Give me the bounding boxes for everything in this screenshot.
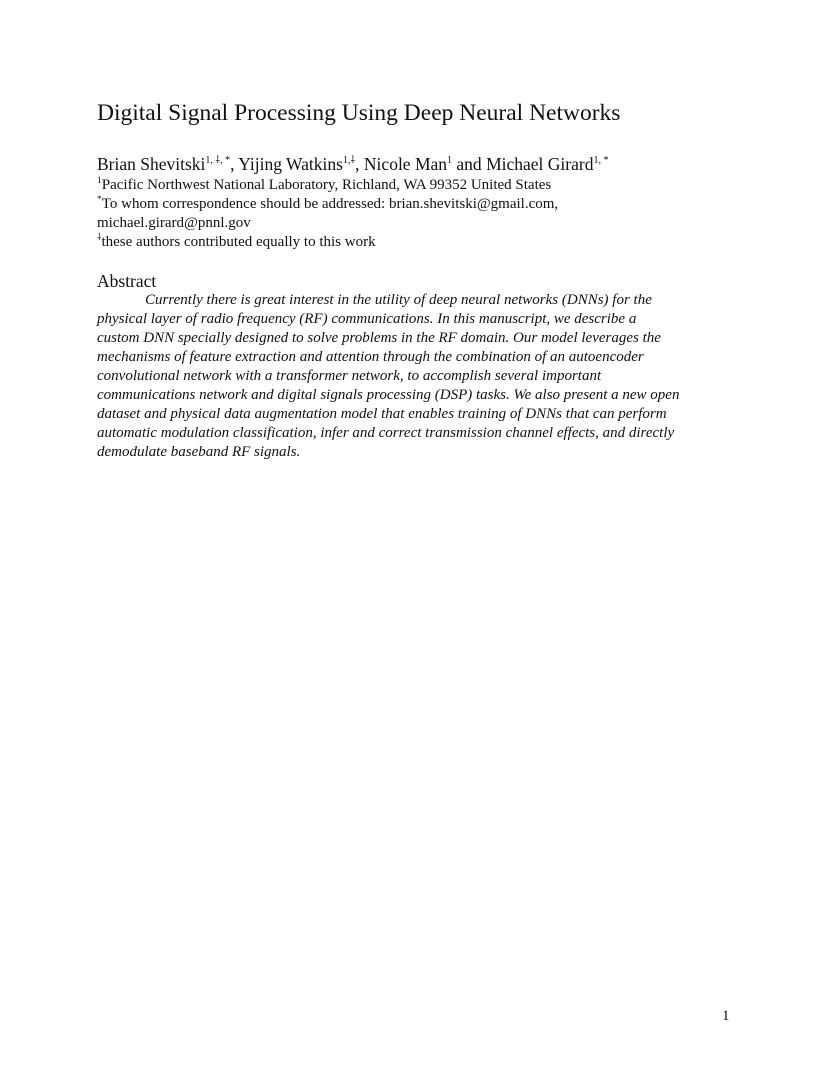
abstract-line: mechanisms of feature extraction and attention through the combination of an autoencoder [97,349,644,365]
affiliation-text: Pacific Northwest National Laboratory, Richland, WA 99352 United States [101,177,552,193]
author-name: Yijing Watkins [238,154,343,174]
affiliation-mark: 1 [97,176,102,186]
correspondence-email-line [97,214,757,233]
author-separator: , [230,154,239,174]
abstract-line: demodulate baseband RF signals. [97,444,301,460]
author-affiliation-marks: 1, * [593,155,609,166]
page-number: 1 [722,1008,730,1024]
abstract-heading: Abstract [97,271,157,291]
abstract-line: custom DNN specially designed to solve problems in the RF domain. Our model leverages the [97,330,661,346]
abstract-line: convolutional network with a transformer network, to accomplish several important [97,368,602,384]
abstract-line: dataset and physical data augmentation model that enables training of DNNs that can perform [97,406,667,422]
correspondence-text: To whom correspondence should be addressed: brian.shevitski@gmail.com, [101,196,559,212]
abstract-line: physical layer of radio frequency (RF) communications. In this manuscript, we describe a [97,311,637,327]
abstract-line: communications network and digital signals processing (DSP) tasks. We also present a new open [97,387,680,403]
equal-contribution-mark: ⸸ [97,233,102,243]
equal-contribution-text: these authors contributed equally to this work [101,234,376,250]
author-separator: , [355,154,364,174]
author-name: Michael Girard [486,154,594,174]
author-affiliation-marks: 1,⸸ [342,155,356,166]
paper-title: Digital Signal Processing Using Deep Neural Networks [97,100,621,126]
author-name: Brian Shevitski [97,154,206,174]
correspondence-mark: * [97,195,102,205]
author-affiliation-marks: 1 [447,155,453,166]
abstract-body [97,291,747,462]
abstract-line: automatic modulation classification, infer and correct transmission channel effects, and directly [97,425,675,441]
correspondence-email: michael.girard@pnnl.gov [97,215,251,231]
equal-contribution-line [97,233,757,254]
abstract-line: Currently there is great interest in the utility of deep neural networks (DNNs) for the [145,292,652,308]
author-separator: and [452,154,487,174]
author-affiliation-marks: 1, ⸸, * [205,155,231,166]
affiliation-line [97,176,757,197]
author-name: Nicole Man [363,154,448,174]
correspondence-line [97,195,757,216]
